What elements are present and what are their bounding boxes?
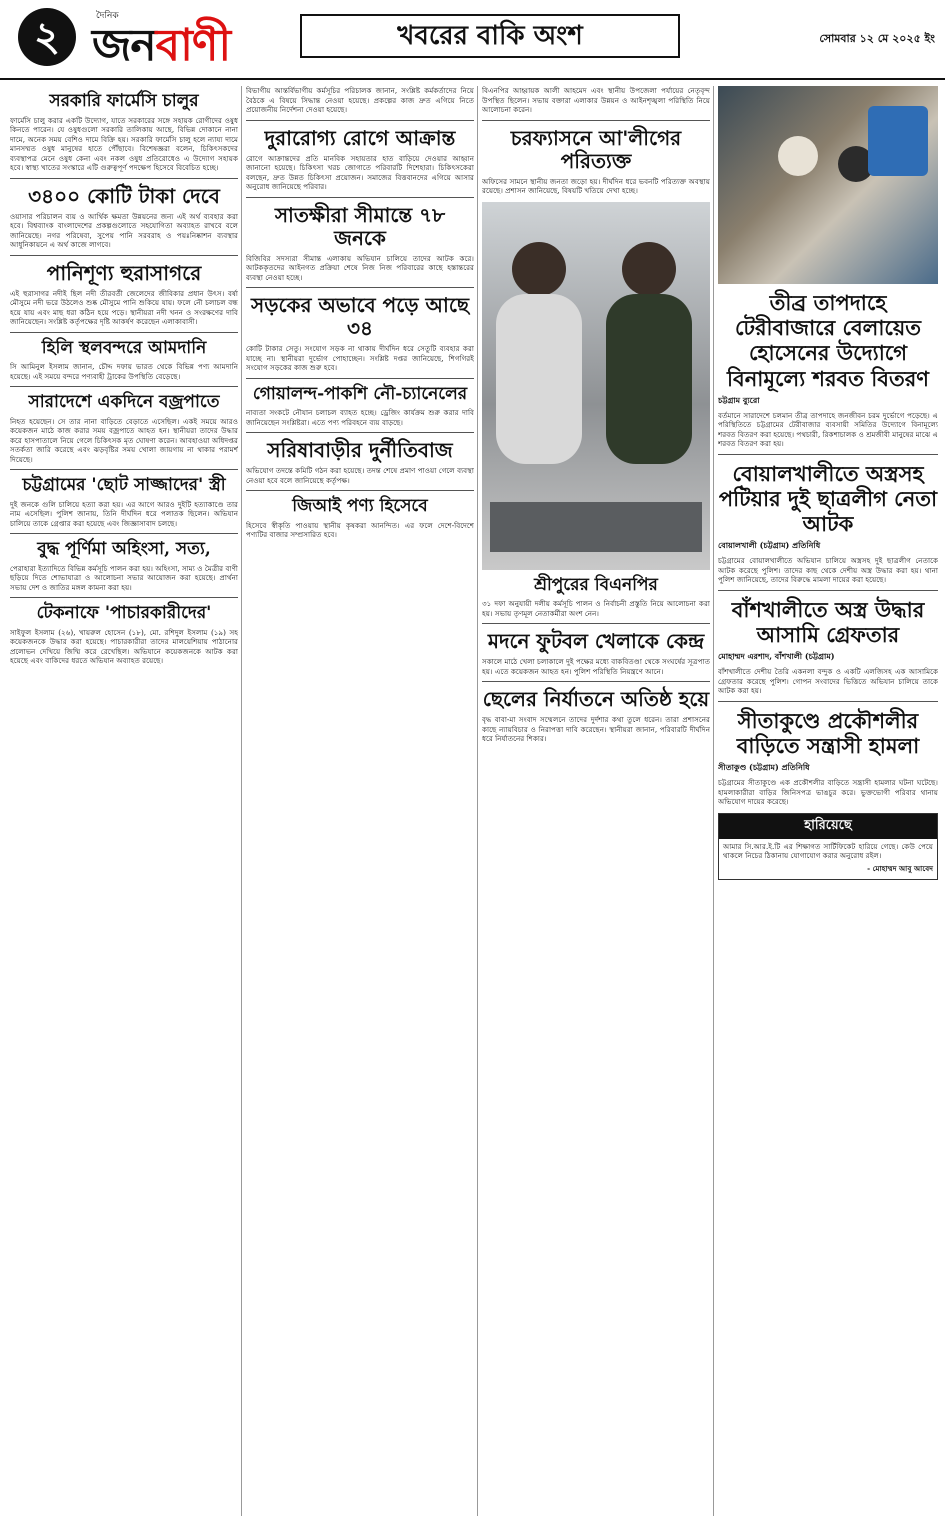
article-body: বর্তমানে সারাদেশে চলমান তীব্র তাপদাহে জনজীবন চরম দুর্ভোগে পড়েছে। এ পরিস্থিতিতে চট্টগ্রামের টেরীবাজার ব্যবসায়ী সমিতির উদ্যোগে বিনামূল্যে শরবত বিতরণ করা হয়েছে। পথচারী, রিকশাচালক ও শ্রমজীবী মানুষের মাঝে এ শরবত বিতরণ করা হয়।: [718, 410, 938, 449]
divider: [10, 178, 238, 179]
headline: বোয়ালখালীতে অস্ত্রসহ পটিয়ার দুই ছাত্রলীগ নেতা আটক: [718, 460, 938, 537]
headline: সড়কের অভাবে পড়ে আছে ৩৪: [251, 293, 469, 340]
article-body: বিএনপির আহ্বায়ক আলী আহমেদ এবং স্থানীয় উপজেলা পর্যায়ের নেতৃবৃন্দ উপস্থিত ছিলেন। সভায় বক্তারা এলাকার উন্নয়ন ও আইনশৃঙ্খলা পরিস্থিতি নিয়ে আলোচনা করেন।: [482, 86, 710, 114]
lost-notice-title: হারিয়েছে: [719, 814, 937, 839]
byline: বোয়ালখালী (চট্টগ্রাম) প্রতিনিধি: [718, 540, 821, 551]
article-body: অভিযোগ তদন্তে কমিটি গঠন করা হয়েছে। তদন্ত শেষে প্রমাণ পাওয়া গেলে ব্যবস্থা নেওয়া হবে বলে জানিয়েছে কর্তৃপক্ষ।: [246, 466, 474, 485]
section-title: খবরের বাকি অংশ: [300, 14, 680, 58]
divider: [482, 623, 710, 624]
person-figure: [622, 242, 676, 296]
article-body: রোগে আক্রান্তদের প্রতি মানবিক সহায়তার হাত বাড়িয়ে দেওয়ার আহ্বান জানানো হয়েছে। চিকিৎসা খরচ জোগাতে পরিবারটি দিশেহারা। চিকিৎসকেরা বলছেন, দ্রুত উন্নত চিকিৎসা প্রয়োজন। সমাজের বিত্তবানদের এগিয়ে আসার অনুরোধ জানিয়েছে পরিবার।: [246, 153, 474, 191]
headline: মদনে ফুটবল খেলাকে কেন্দ্র: [487, 629, 705, 654]
article-body: নাব্যতা সংকটে নৌযান চলাচল ব্যাহত হচ্ছে। ড্রেজিং কার্যক্রম শুরু করার দাবি জানিয়েছেন সংশ্লিষ্টরা। এতে পণ্য পরিবহনে ব্যয় বাড়ছে।: [246, 408, 474, 427]
divider: [718, 590, 938, 591]
logo-daily-label: দৈনিক: [96, 11, 119, 21]
seized-items-table: [490, 502, 702, 552]
headline: জিআই পণ্য হিসেবে: [292, 496, 428, 517]
headline: টেকনাফে 'পাচারকারীদের': [36, 603, 212, 624]
divider: [246, 378, 474, 379]
headline: দুরারোগ্য রোগে আক্রান্ত: [264, 125, 456, 150]
divider: [10, 386, 238, 387]
divider: [246, 120, 474, 121]
article-body: ওয়াসার পরিচালন ব্যয় ও আর্থিক ক্ষমতা উন্নয়নের জন্য এই অর্থ ব্যবহার করা হবে। বিশ্বব্যাংক বাংলাদেশের প্রকল্পগুলোতে সহযোগিতা অব্যাহত রাখবে বলে জানিয়েছে। নগর পরিষেবা, সুপেয় পানি সরবরাহ ও পয়ঃনিষ্কাশন ব্যবস্থার আধুনিকায়নে এ অর্থ কাজে লাগবে।: [10, 211, 238, 250]
newspaper-logo: [92, 8, 230, 69]
divider: [10, 332, 238, 333]
article-body: চট্টগ্রামের বোয়ালখালীতে অভিযান চালিয়ে অস্ত্রসহ দুই ছাত্রলীগ নেতাকে আটক করেছে পুলিশ। তাদের কাছ থেকে দেশীয় অস্ত্র উদ্ধার করা হয়। থানা পুলিশ জানিয়েছে, তাদের বিরুদ্ধে মামলা দায়ের করা হয়েছে।: [718, 556, 938, 585]
byline: সীতাকুণ্ড (চট্টগ্রাম) প্রতিনিধি: [718, 762, 810, 773]
logo-part-a: জন: [92, 20, 156, 71]
divider: [482, 120, 710, 121]
article-body: বিভাগীয় আন্তর্বিভাগীয় কর্মসূচির পরিচালক জানান, সংশ্লিষ্ট কর্মকর্তাদের নিয়ে বৈঠকে এ বিষয়ে সিদ্ধান্ত নেওয়া হয়েছে। প্রকল্পের কাজ দ্রুত এগিয়ে নিতে প্রয়োজনীয় নির্দেশনা দেওয়া হয়েছে।: [246, 86, 474, 114]
headline: বাঁশখালীতে অস্ত্র উদ্ধার আসামি গ্রেফতার: [731, 596, 925, 647]
divider: [482, 681, 710, 682]
divider: [246, 287, 474, 288]
lost-notice: [718, 813, 938, 880]
article-body: অফিসের সামনে স্থানীয় জনতা জড়ো হয়। দীর্ঘদিন ধরে ভবনটি পরিত্যক্ত অবস্থায় রয়েছে। প্রশাসন জানিয়েছে, বিষয়টি খতিয়ে দেখা হচ্ছে।: [482, 176, 710, 195]
byline: মোহাম্মদ এরশাদ, বাঁশখালী (চট্টগ্রাম): [718, 651, 835, 662]
headline: সরিষাবাড়ীর দুর্নীতিবাজ: [267, 438, 453, 463]
article-body: সি আমিনুল ইসলাম জানান, চৌদ্দ দফায় ভারত থেকে বিভিন্ন পণ্য আমদানি হয়েছে। এই সময়ে বন্দরে পণ্যবাহী ট্রাকের উপস্থিতি বেড়েছে।: [10, 362, 238, 381]
divider: [718, 701, 938, 702]
column-3: [482, 86, 710, 1516]
logo-part-b: বাণী: [155, 20, 231, 71]
article-body: নিহত হয়েছেন। সে তার নানা বাড়িতে বেড়াতে এসেছিল। একই সময়ে আরও কয়েকজন মাঠে কাজ করার সময় বজ্রপাতে আহত হন। স্থানীয়রা তাদের উদ্ধার করে হাসপাতালে নিয়ে গেলে চিকিৎসক মৃত ঘোষণা করেন। আবহাওয়া অধিদপ্তর সতর্কতা জারি করেছে এবং ঝড়বৃষ্টির সময় খোলা জায়গায় না থাকার পরামর্শ দিয়েছে।: [10, 416, 238, 464]
headline: হিলি স্থলবন্দরে আমদানি: [41, 337, 207, 358]
arrest-photo: [482, 202, 710, 570]
sherbet-distribution-photo: [718, 86, 938, 284]
article-body: বৃদ্ধ বাবা-মা সংবাদ সম্মেলনে তাদের দুর্দশার কথা তুলে ধরেন। তারা প্রশাসনের কাছে ন্যায়বিচার ও নিরাপত্তা দাবি করেছেন। স্থানীয়রা জানান, পরিবারটি দীর্ঘদিন ধরে নির্যাতনের শিকার।: [482, 715, 710, 744]
article-body: এই হুরাসাগর নদীই ছিল নদী তীরবর্তী জেলেদের জীবিকার প্রধান উৎস। বর্ষা মৌসুমে নদী ভরে উঠলেও শুষ্ক মৌসুমে পানি শুকিয়ে যায়। ফলে নৌ চলাচল বন্ধ হয়ে যায় এবং মাছ ধরা কঠিন হয়ে পড়ে। স্থানীয়রা নদী খনন ও সংরক্ষণের দাবি জানিয়েছেন। সংশ্লিষ্ট কর্তৃপক্ষের দৃষ্টি আকর্ষণ করেছেন এলাকাবাসী।: [10, 288, 238, 327]
divider: [10, 533, 238, 534]
article-body: সকালে মাঠে খেলা চলাকালে দুই পক্ষের মধ্যে বাকবিতণ্ডা থেকে সংঘর্ষের সূত্রপাত হয়। এতে কয়েকজন আহত হন। পুলিশ পরিস্থিতি নিয়ন্ত্রণে আনে।: [482, 657, 710, 676]
column-2: [246, 86, 474, 1516]
headline: সরকারি ফার্মেসি চালুর: [49, 91, 199, 111]
article-body: পেরাহারা ইত্যাদিতে বিভিন্ন কর্মসূচি পালন করা হয়। অহিংসা, সাম্য ও মৈত্রীর বাণী ছড়িয়ে দিতে শোভাযাত্রা ও আলোচনা সভার আয়োজন করা হয়েছে। প্রার্থনা সভায় দেশ ও জাতির মঙ্গল কামনা করা হয়।: [10, 563, 238, 592]
article-body: বিজিবির সদস্যরা সীমান্ত এলাকায় অভিযান চালিয়ে তাদের আটক করে। আটককৃতদের আইনগত প্রক্রিয়া শেষে নিজ নিজ পরিবারের কাছে হস্তান্তরের ব্যবস্থা নেওয়া হচ্ছে।: [246, 253, 474, 282]
headline: সীতাকুণ্ডে প্রকৌশলীর বাড়িতে সন্ত্রাসী হামলা: [736, 707, 920, 758]
headline: চট্টগ্রামের 'ছোট সাজ্জাদের' স্ত্রী: [22, 475, 226, 496]
headline: পানিশূণ্য হুরাসাগরে: [46, 260, 202, 285]
person-figure: [496, 294, 582, 464]
headline: গোয়ালন্দ-পাকশি নৌ-চ্যানেলের: [252, 383, 468, 404]
divider: [10, 255, 238, 256]
headline: শ্রীপুরের বিএনপির: [534, 574, 658, 595]
water-drum: [868, 106, 928, 176]
headline: চরফ্যাসনে আ'লীগের পরিত্যক্ত: [510, 125, 682, 173]
lost-notice-body: আমার সি.আর.ই.টি এর শিক্ষাগত সার্টিফিকেট হারিয়ে গেছে। কেউ পেয়ে থাকলে নিচের ঠিকানায় যোগাযোগ করার অনুরোধ রইল।: [723, 841, 933, 861]
article-body: চট্টগ্রামের সীতাকুণ্ডে এক প্রকৌশলীর বাড়িতে সন্ত্রাসী হামলার ঘটনা ঘটেছে। হামলাকারীরা বাড়ির জিনিসপত্র ভাঙচুর করে। ভুক্তভোগী পরিবার থানায় অভিযোগ দায়ের করেছে।: [718, 778, 938, 807]
divider: [246, 490, 474, 491]
headline: তীব্র তাপদাহে টেরীবাজারে বেলায়েত হোসেনের উদ্যোগে বিনামূল্যে শরবত বিতরণ: [727, 290, 929, 391]
article-body: ৩১ দফা অনুযায়ী দলীয় কর্মসূচি পালন ও নির্বাচনী প্রস্তুতি নিয়ে আলোচনা করা হয়। সভায় তৃণমূল নেতাকর্মীরা অংশ নেন।: [482, 599, 710, 618]
divider: [246, 432, 474, 433]
article-body: কোটি টাকার সেতু। সংযোগ সড়ক না থাকায় দীর্ঘদিন ধরে সেতুটি ব্যবহার করা যাচ্ছে না। স্থানীয়রা দুর্ভোগ পোহাচ্ছেন। সংশ্লিষ্ট দপ্তর জানিয়েছে, শিগগিরই সংযোগ সড়কের কাজ শুরু হবে।: [246, 344, 474, 372]
article-body: বাঁশখালীতে দেশীয় তৈরি একনলা বন্দুক ও একটি এলজিসহ এক আসামিকে গ্রেফতার করেছে পুলিশ। গোপন সংবাদের ভিত্তিতে অভিযান চালিয়ে তাকে আটক করা হয়।: [718, 667, 938, 696]
column-4: [718, 86, 938, 1516]
headline: ৩৪০০ কোটি টাকা দেবে: [28, 183, 220, 208]
article-body: সাইফুল ইসলাম (২৬), খায়রুল হোসেন (১৮), মো. রশিদুল ইসলাম (১৯) সহ কয়েকজনকে উদ্ধার করা হয়েছে। পাচারকারীরা তাদের মালয়েশিয়ায় পাঠানোর প্রলোভন দেখিয়ে জিম্মি করে রেখেছিল। অভিযানে কয়েকজনকে আটক করা হয়েছে এবং বাকিদের ধরতে অভিযান অব্যাহত রয়েছে।: [10, 627, 238, 666]
divider: [10, 597, 238, 598]
article-body: হিসেবে স্বীকৃতি পাওয়ায় স্থানীয় কৃষকরা আনন্দিত। এর ফলে দেশে-বিদেশে পণ্যটির বাজার সম্প্রসারিত হবে।: [246, 520, 474, 540]
column-divider: [241, 86, 242, 1516]
byline: চট্টগ্রাম ব্যুরো: [718, 394, 760, 405]
dateline: সোমবার ১২ মে ২০২৫ ইং: [819, 32, 935, 45]
article-body: দুই জনকে গুলি চালিয়ে হত্যা করা হয়। এর আগে আরও দুইটি হত্যাকাণ্ডে তার নাম এসেছিল। পুলিশ জানায়, তিনি দীর্ঘদিন ধরে পলাতক ছিলেন। অভিযান চালিয়ে তাকে গ্রেপ্তার করা হয়েছে এবং জিজ্ঞাসাবাদ চলছে।: [10, 499, 238, 528]
masthead: [0, 0, 945, 80]
person-figure: [512, 242, 566, 296]
headline: ছেলের নির্যাতনে অতিষ্ঠ হয়ে: [482, 687, 710, 712]
person-figure: [606, 294, 692, 464]
lost-notice-signature: - মোহাম্মদ আবু আবেদ: [867, 864, 933, 873]
headline: সারাদেশে একদিনে বজ্রপাতে: [28, 392, 220, 413]
column-divider: [713, 86, 714, 1516]
column-1: [10, 86, 238, 1516]
person-figure: [778, 136, 818, 176]
page-number-badge: ২: [18, 8, 76, 66]
article-body: ফার্মেসি চালু করার একটি উদ্যোগ, যাতে সরকারের সঙ্গে সহায়ক রোগীদের ওষুধ কিনতে পারেন। যে ওষুধগুলো সরকারি তালিকায় আছে, বিভিন্ন দোকানে নানা দামে, অনেক সময় বেশিও দামে বিক্রি হয়। সরকারি ফার্মেসি চালু হলে ন্যায্য দামে মানসম্মত ওষুধ মানুষের হাতে পৌঁছাবে। বিশেষজ্ঞরা বলেন, চিকিৎসকদের ব্যবস্থাপত্র মেনে ওষুধ কেনা এবং নকল ওষুধ প্রতিরোধেও এ উদ্যোগ সহায়ক হবে। স্বাস্থ্য খাতের সংস্কারে এটি গুরুত্বপূর্ণ পদক্ষেপ হিসেবে বিবেচিত হচ্ছে।: [10, 115, 238, 173]
divider: [10, 469, 238, 470]
divider: [246, 197, 474, 198]
headline: সাতক্ষীরা সীমান্তে ৭৮ জনকে: [274, 202, 446, 250]
divider: [718, 454, 938, 455]
column-divider: [477, 86, 478, 1516]
headline: বুদ্ধ পূর্ণিমা অহিংসা, সত্য,: [37, 539, 211, 560]
